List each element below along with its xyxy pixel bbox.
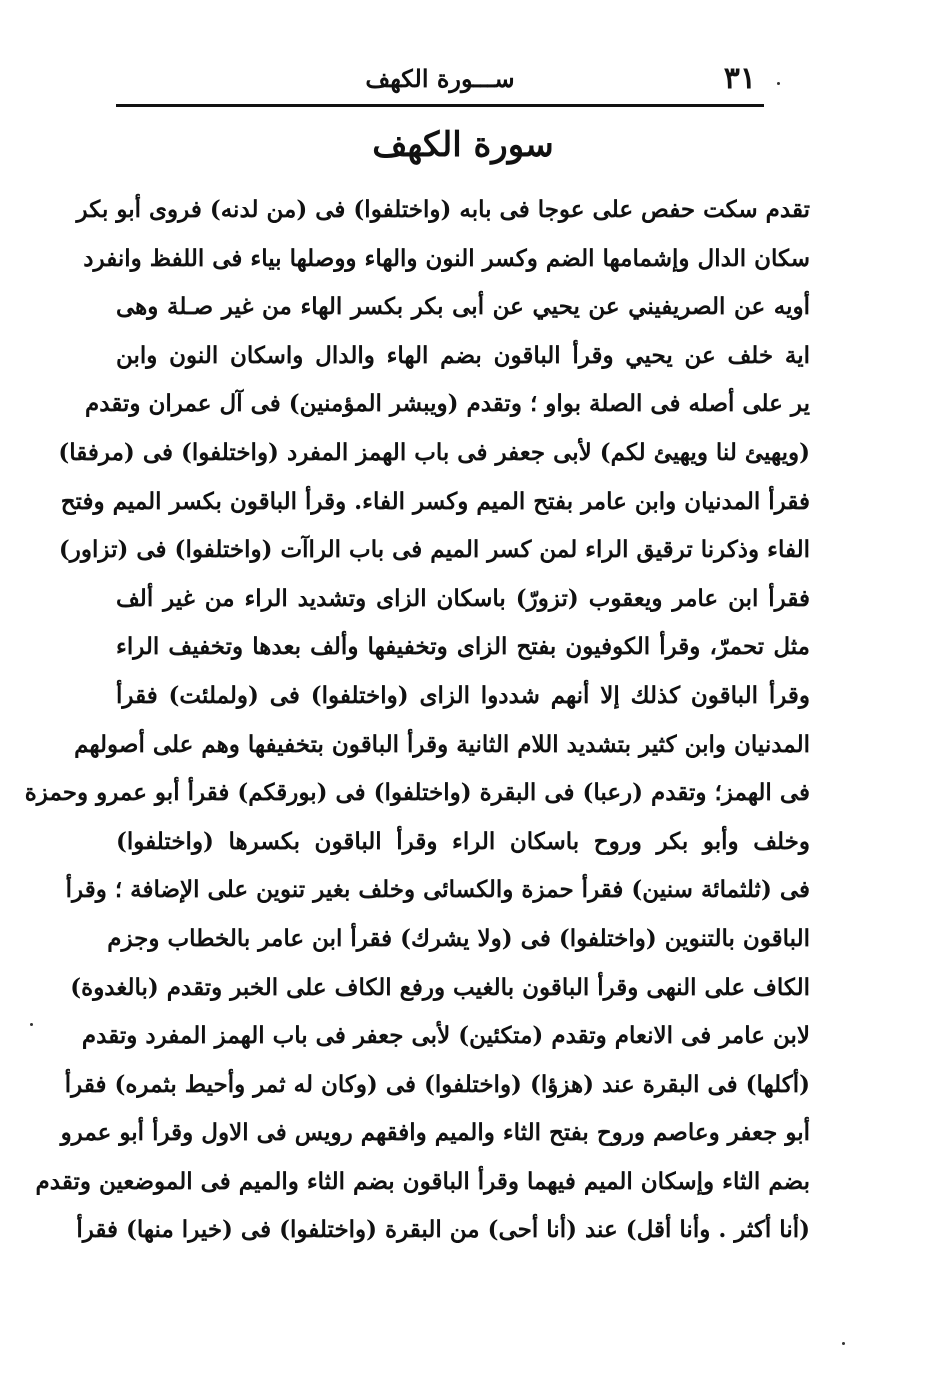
scan-speck — [30, 1023, 33, 1026]
chapter-title: سورة الكهف — [372, 125, 554, 165]
text-line: اية خلف عن يحيي وقرأ الباقون بضم الهاء والدال واسكان النون وابن — [116, 341, 810, 369]
text-line: ير على أصله فى الصلة بواو ؛ وتقدم (ويبشر المؤمنين) فى آل عمران وتقدم — [85, 390, 810, 418]
page-number: ٣١ — [723, 61, 756, 96]
scan-speck — [777, 82, 780, 85]
text-line: المدنيان وابن كثير بتشديد اللام الثانية وقرأ الباقون بتخفيفها وهم على أصولهم — [74, 730, 810, 758]
text-line: سكان الدال وإشمامها الضم وكسر النون والهاء ووصلها بياء فى اللفظ وانفرد — [83, 244, 810, 272]
text-line: (أكلها) فى البقرة عند (هزؤا) (واختلفوا) فى (وكان له ثمر وأحيط بثمره) فقرأ — [64, 1070, 810, 1098]
text-line: فقرأ ابن عامر ويعقوب (تزورّ) باسكان الزاى وتشديد الراء من غير ألف — [116, 584, 810, 612]
text-line: تقدم سكت حفص على عوجا فى بابه (واختلفوا) فى (من لدنه) فروى أبو بكر — [76, 196, 810, 223]
header-rule — [116, 104, 764, 107]
text-line: فقرأ المدنيان وابن عامر بفتح الميم وكسر الفاء. وقرأ الباقون بكسر الميم وفتح — [60, 487, 810, 515]
text-line: مثل تحمرّ، وقرأ الكوفيون بفتح الزاى وتخفيفها وألف بعدها وتخفيف الراء — [116, 633, 810, 661]
text-line: (أنا أكثر . وأنا أقل) عند (أنا أحى) من البقرة (واختلفوا) فى (خيرا منها) فقرأ — [76, 1216, 810, 1244]
text-line: الفاء وذكرنا ترقيق الراء لمن كسر الميم فى باب الراآت (واختلفوا) فى (تزاور) — [58, 536, 810, 564]
text-line: لابن عامر فى الانعام وتقدم (متكئين) لأبى جعفر فى باب الهمز المفرد وتقدم — [81, 1022, 810, 1050]
running-title: ســـورة الكهف — [365, 64, 515, 93]
text-line: وخلف وأبو بكر وروح باسكان الراء وقرأ الباقون بكسرها (واختلفوا) — [116, 827, 810, 855]
text-line: وقرأ الباقون كذلك إلا أنهم شددوا الزاى (واختلفوا) فى (ولملئت) فقرأ — [116, 681, 810, 709]
text-line: أويه عن الصريفيني عن يحيي عن أبى بكر بكسر الهاء من غير صـلة وهى — [116, 293, 810, 321]
running-header — [116, 58, 764, 102]
body-text — [24, 186, 810, 1255]
text-line: أبو جعفر وعاصم وروح بفتح الثاء والميم وافقهم رويس فى الاول وقرأ أبو عمرو — [60, 1119, 810, 1147]
text-line: الكاف على النهى وقرأ الباقون بالغيب ورفع الكاف على الخبر وتقدم (بالغدوة) — [70, 973, 810, 1001]
text-line: فى الهمز؛ وتقدم (رعبا) فى البقرة (واختلفوا) فى (بورقكم) فقرأ أبو عمرو وحمزة — [24, 779, 810, 807]
text-line: بضم الثاء وإسكان الميم فيهما وقرأ الباقون بضم الثاء والميم فى الموضعين وتقدم — [35, 1167, 810, 1195]
text-line: الباقون بالتنوين (واختلفوا) فى (ولا يشرك) فقرأ ابن عامر بالخطاب وجزم — [107, 924, 810, 952]
text-line: (ويهيئ لنا ويهيئ لكم) لأبى جعفر فى باب الهمز المفرد (واختلفوا) فى (مرفقا) — [58, 438, 810, 466]
scan-speck — [842, 1342, 845, 1345]
text-line: فى (ثلثمائة سنين) فقرأ حمزة والكسائى وخلف بغير تنوين على الإضافة ؛ وقرأ — [65, 876, 810, 904]
